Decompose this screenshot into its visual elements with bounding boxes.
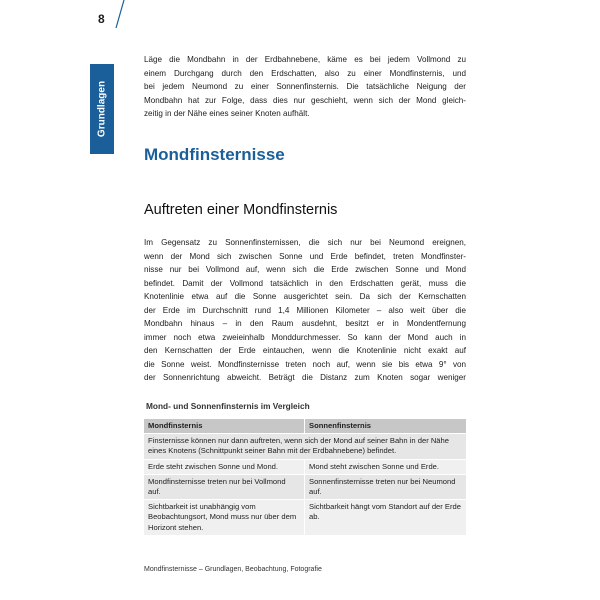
page-footer: Mondfinsternisse – Grundlagen, Beobachtung, Fotografie xyxy=(144,566,322,573)
section-heading: Auftreten einer Mondfinsternis xyxy=(144,202,338,218)
intro-line: Läge die Mondbahn in der Erdbahnebene, käme es bei jedem Vollmond zu xyxy=(144,55,466,64)
body-line: nisse nur bei Vollmond auf, wenn sich die Erde zwischen Sonne und Mond xyxy=(144,265,466,274)
intro-line: Mondbahn hat zur Folge, dass dies nur geschieht, wenn sich der Mond gleich- xyxy=(144,95,466,105)
body-line: der Sonnenrichtung abweicht. Beträgt die Distanz zum Knoten sogar weniger xyxy=(144,373,466,382)
table-header-moon: Mondfinsternis xyxy=(144,419,305,433)
table-cell: Sichtbarkeit hängt vom Standort auf der Erde ab. xyxy=(309,502,461,522)
table-cell-full: Finsternisse können nur dann auftreten, wenn sich der Mond auf seiner Bahn in der Nähe eines Knotens (Schnittpunkt seiner Bahn mit der Erdbahnebene) befindet. xyxy=(148,436,449,456)
page-number: 8 xyxy=(98,12,105,26)
chapter-heading: Mondfinsternisse xyxy=(144,145,285,164)
table-cell: Mond steht zwischen Sonne und Erde. xyxy=(309,461,440,471)
body-line: immer noch etwa zweieinhalb Monddurchmesser. So kann der Mond auch in xyxy=(144,332,466,342)
section-side-tab xyxy=(90,64,114,154)
intro-paragraph xyxy=(144,53,466,121)
body-line: die Sonne weist. Mondfinsternisse treten noch auf, wenn sie bis etwa 9° von xyxy=(144,359,466,369)
table-row xyxy=(144,475,466,500)
body-line: befindet. Damit der Vollmond tatsächlich in den Erdschatten gerät, muss die xyxy=(144,278,466,288)
body-line: den Kernschatten der Erde eintauchen, wenn die Knotenlinie nicht exakt auf xyxy=(144,346,466,355)
intro-line: bei jedem Neumond zu einer Sonnenfinsternis. Die tatsächliche Neigung der xyxy=(144,82,466,91)
table-cell: Sonnenfinsternisse treten nur bei Neumond auf. xyxy=(309,476,456,497)
body-line: der Erde im Durchschnitt rund 1,4 Millionen Kilometer – also weit über die xyxy=(144,305,466,315)
comparison-table xyxy=(144,419,466,536)
table-cell: Sichtbarkeit ist unabhängig vom Beobachtungsort, Mond muss nur über dem Horizont stehen. xyxy=(144,500,305,535)
body-line: wenn der Mond sich zwischen Sonne und Erde befindet, treten Mondfinster- xyxy=(144,251,466,261)
side-tab-label: Grundlagen xyxy=(96,80,108,138)
body-line: Knotenlinie etwa auf die Sonne ausgerichtet sein. Da sich der Kernschatten xyxy=(144,292,466,301)
table-header-row xyxy=(144,419,466,434)
intro-line: einem Durchgang durch den Erdschatten, also zu einer Mondfinsternis, und xyxy=(144,68,466,78)
page-corner-slash xyxy=(106,0,130,28)
table-cell: Mondfinsternisse treten nur bei Vollmond auf. xyxy=(144,475,305,499)
body-paragraph xyxy=(144,236,466,385)
table-cell: Erde steht zwischen Sonne und Mond. xyxy=(144,460,305,474)
table-row xyxy=(144,460,466,475)
body-line: Im Gegensatz zu Sonnenfinsternissen, die sich nur bei Neumond ereignen, xyxy=(144,238,466,247)
intro-line: zeitig in der Nähe eines seiner Knoten aufhält. xyxy=(144,109,310,118)
body-line: Mondbahn hinaus – in den Raum ausdehnt, besitzt er in Mondentfernung xyxy=(144,319,466,328)
table-title: Mond- und Sonnenfinsternis im Vergleich xyxy=(146,401,310,411)
table-header-sun: Sonnenfinsternis xyxy=(305,419,466,433)
table-row xyxy=(144,434,466,459)
table-row xyxy=(144,500,466,536)
